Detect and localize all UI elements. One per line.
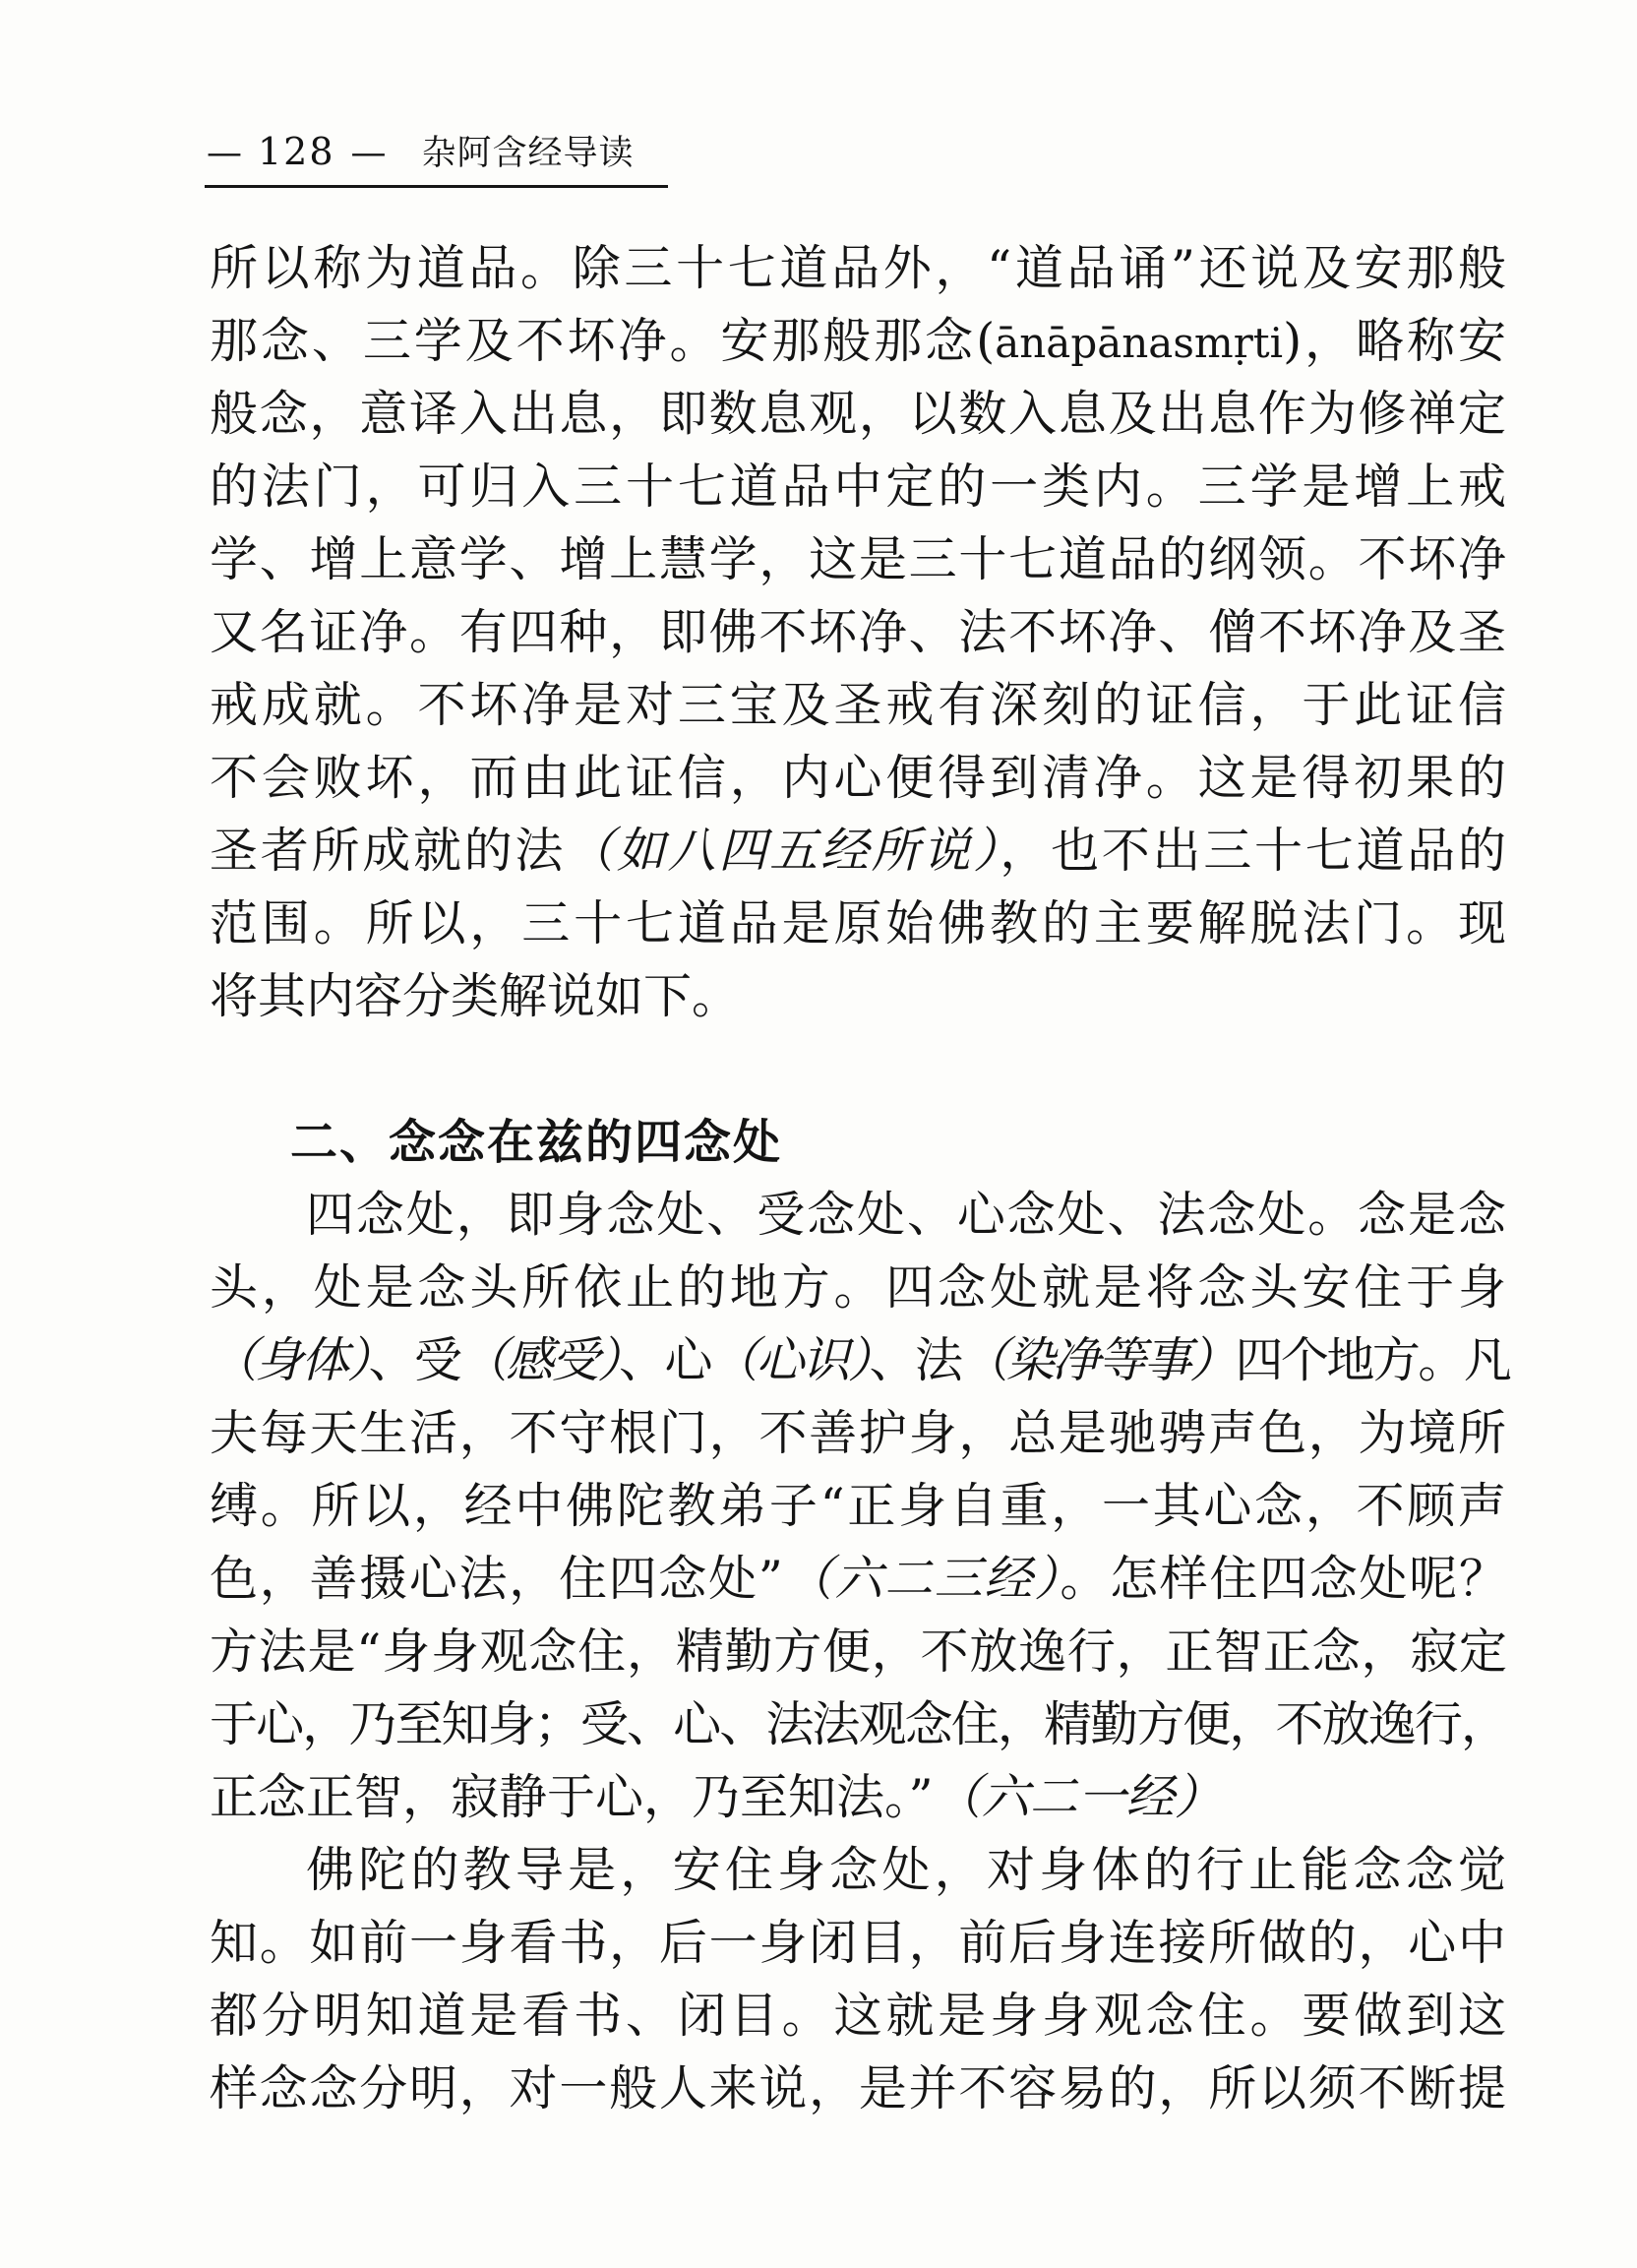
text-line: 不会败坏，而由此证信，内心便得到清净。这是得初果的: [210, 750, 1506, 806]
text-segment: ，也不出三十七道品的: [1000, 823, 1506, 879]
text-line: 又名证净。有四种，即佛不坏净、法不坏净、僧不坏净及圣: [210, 604, 1506, 660]
section-heading: 二、念念在兹的四念处: [290, 1115, 783, 1170]
text-line: 样念念分明，对一般人来说，是并不容易的，所以须不断提: [210, 2060, 1506, 2116]
text-line: 缚。所以，经中佛陀教弟子“正身自重，一其心念，不顾声: [210, 1478, 1506, 1534]
header-dash-left: —: [207, 133, 242, 173]
text-line: [210, 305, 1506, 378]
text-segment: 四个地方。凡: [1235, 1332, 1506, 1388]
kai-annotation: （染净等事）: [960, 1332, 1236, 1388]
text-line: [210, 1761, 1506, 1834]
text-line: 佛陀的教导是，安住身念处，对身体的行止能念念觉: [306, 1842, 1506, 1898]
kai-annotation: （六二一经）: [933, 1769, 1223, 1825]
book-title: 杂阿含经导读: [421, 134, 635, 173]
text-line: 于心，乃至知身；受、心、法法观念住，精勤方便，不放逸行，: [210, 1696, 1506, 1752]
kai-annotation: （如八四五经所说）: [566, 823, 1000, 879]
text-segment: 色，善摄心法，住四念处”: [210, 1551, 782, 1607]
text-segment: )，略称安: [1283, 313, 1506, 369]
text-segment: 正念正智，寂静于心，乃至知法。”: [210, 1769, 934, 1825]
text-line: 夫每天生活，不守根门，不善护身，总是驰骋声色，为境所: [210, 1405, 1506, 1461]
text-line: 的法门，可归入三十七道品中定的一类内。三学是增上戒: [210, 459, 1506, 515]
text-segment: 、法: [869, 1332, 961, 1388]
text-segment: 圣者所成就的法: [210, 823, 567, 879]
text-line: 方法是“身身观念住，精勤方便，不放逸行，正智正念，寂定: [210, 1624, 1506, 1680]
running-header: [205, 132, 668, 188]
text-segment: 、心: [618, 1332, 710, 1388]
text-line: [210, 1324, 1506, 1397]
text-line: 范围。所以，三十七道品是原始佛教的主要解脱法门。现: [210, 895, 1506, 951]
text-line: 般念，意译入出息，即数息观，以数入息及出息作为修禅定: [210, 386, 1506, 442]
kai-annotation: （身体）: [210, 1332, 369, 1388]
text-line: 知。如前一身看书，后一身闭目，前后身连接所做的，心中: [210, 1915, 1506, 1971]
text-segment: 那念、三学及不坏净。安那般那念(: [210, 313, 996, 369]
text-line: [210, 1543, 1506, 1616]
kai-annotation: （六二三经）: [781, 1551, 1061, 1607]
text-line: 戒成就。不坏净是对三宝及圣戒有深刻的证信，于此证信: [210, 677, 1506, 733]
kai-annotation: （心识）: [709, 1332, 870, 1388]
text-segment: 、受: [368, 1332, 460, 1388]
text-line: 学、增上意学、增上慧学，这是三十七道品的纲领。不坏净: [210, 531, 1506, 587]
sanskrit-term: ānāpānasmṛti: [995, 319, 1284, 367]
kai-annotation: （感受）: [459, 1332, 619, 1388]
page-body: [210, 232, 1506, 2125]
text-line: 所以称为道品。除三十七道品外，“道品诵”还说及安那般: [210, 240, 1506, 296]
text-line: 头，处是念头所依止的地方。四念处就是将念头安住于身: [210, 1259, 1506, 1316]
text-line: 都分明知道是看书、闭目。这就是身身观念住。要做到这: [210, 1988, 1506, 2044]
text-line: 四念处，即身念处、受念处、心念处、法念处。念是念: [306, 1187, 1506, 1243]
text-line: 将其内容分类解说如下。: [210, 968, 741, 1024]
text-segment: 。怎样住四念处呢？: [1060, 1551, 1506, 1607]
text-line: [210, 815, 1506, 888]
page-number: 128: [258, 130, 335, 173]
header-dash-right: —: [350, 133, 387, 173]
